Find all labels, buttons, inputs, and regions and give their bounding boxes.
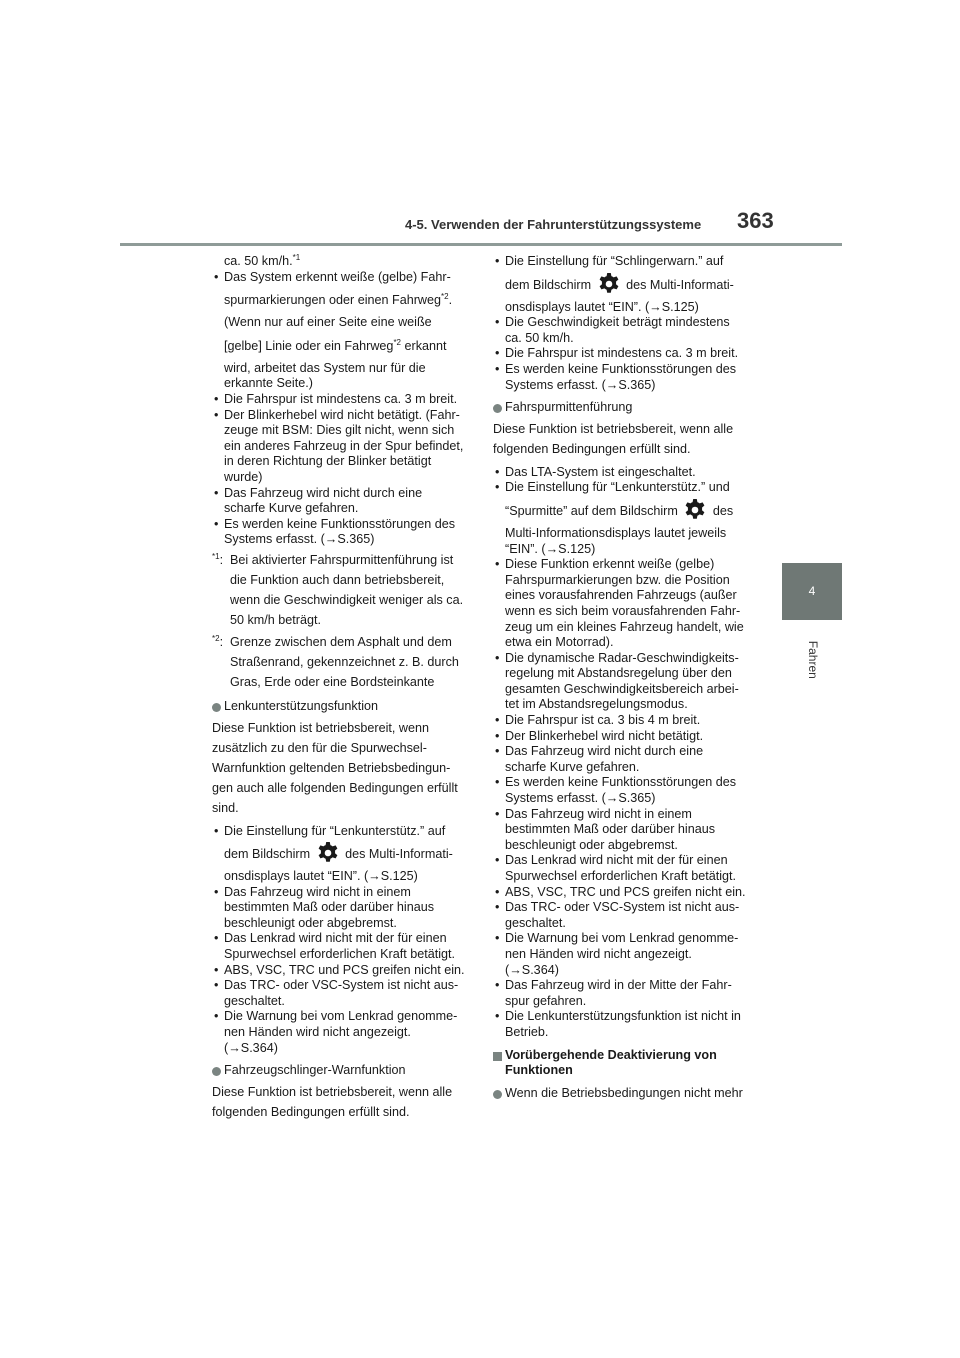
text-line: folgenden Bedingungen erfüllt sind. <box>212 1104 410 1119</box>
list-item: • Die Fahrspur ist ca. 3 bis 4 m breit. <box>493 713 758 729</box>
list-item: • Das TRC- oder VSC-System ist nicht aus- geschaltet. <box>212 978 468 1009</box>
right-column <box>493 254 758 1104</box>
list-item: • Die Lenkunterstützungsfunktion ist nicht in Betrieb. <box>493 1009 758 1040</box>
text-line: gen auch alle folgenden Bedingungen erfüllt <box>212 780 458 795</box>
footnote: $^{*2}$: Grenze zwischen dem Asphalt und dem Straßenrand, gekennzeichnet z. B. durch Gras, Erde oder eine Bordsteinkante <box>212 633 459 689</box>
text-line: ca. 50 km/h.$^{*1}$ <box>224 253 301 268</box>
list-item: • Das TRC- oder VSC-System ist nicht aus- geschaltet. <box>493 900 758 931</box>
list-item: • Die Einstellung für “Lenkunterstütz.” und “Spurmitte” auf dem Bildschirm des Multi-Informationsdisplays lautet jeweils “EIN”. (→S.125) <box>493 480 758 557</box>
list-item: • Es werden keine Funktionsstörungen des Systems erfasst. (→S.365) <box>493 362 758 393</box>
section-title: 4-5. Verwenden der Fahrunterstützungssysteme <box>405 217 702 232</box>
subheading: Wenn die Betriebsbedingungen nicht mehr <box>493 1086 758 1102</box>
list-item: • Das Fahrzeug wird in der Mitte der Fahr- spur gefahren. <box>493 978 758 1009</box>
chapter-title: Fahren <box>805 640 820 679</box>
list-item: • Die Warnung bei vom Lenkrad genomme- nen Händen wird nicht angezeigt. (→S.364) <box>493 931 758 978</box>
header-rule <box>120 243 842 246</box>
list-item: • Das System erkennt weiße (gelbe) Fahr- spurmarkierungen oder einen Fahrweg$^{*2}$. (Wenn nur auf einer Seite eine weiße [gelbe] Linie oder ein Fahrweg$^{*2}$ erkannt wird, arbeitet das System nur für die erkannte Seite.) <box>212 270 468 392</box>
subheading: Lenkunterstützungsfunktion <box>212 699 468 715</box>
page-number: 363 <box>737 208 774 233</box>
list-item: • Das Lenkrad wird nicht mit der für einen Spurwechsel erforderlichen Kraft betätigt. <box>212 931 468 962</box>
list-item: • Es werden keine Funktionsstörungen des Systems erfasst. (→S.365) <box>212 517 468 548</box>
subheading: Fahrzeugschlinger-Warnfunktion <box>212 1063 468 1079</box>
list-item: • Das Fahrzeug wird nicht in einem bestimmten Maß oder darüber hinaus beschleunigt oder abgebremst. <box>212 885 468 932</box>
text-line: Diese Funktion ist betriebsbereit, wenn <box>212 720 430 735</box>
text-line: zusätzlich zu den für die Spurwechsel- <box>212 740 427 755</box>
list-item: • Diese Funktion erkennt weiße (gelbe) Fahrspurmarkierungen bzw. die Position eines vorausfahrenden Fahrzeugs (außer wenn es sich beim vorausfahrenden Fahr- zeug um ein kleines Fahrzeug handelt, wie etwa ein Motorrad). <box>493 557 758 651</box>
footnote: $^{*1}$: Bei aktivierter Fahrspurmittenführung ist die Funktion auch dann betriebsbereit, wenn die Geschwindigkeit weniger als ca. 50 km/h beträgt. <box>212 551 464 627</box>
list-item: • ABS, VSC, TRC und PCS greifen nicht ein. <box>212 963 468 979</box>
list-item: • Die Fahrspur ist mindestens ca. 3 m breit. <box>212 392 468 408</box>
text-line: Diese Funktion ist betriebsbereit, wenn alle <box>493 421 734 436</box>
list-item: • Der Blinkerhebel wird nicht betätigt. <box>493 729 758 745</box>
list-item: • Die Fahrspur ist mindestens ca. 3 m breit. <box>493 346 758 362</box>
list-item: • Die Einstellung für “Lenkunterstütz.” auf dem Bildschirm des Multi-Informati- onsdisplays lautet “EIN”. (→S.125) <box>212 824 468 885</box>
list-item: • Das Fahrzeug wird nicht durch eine scharfe Kurve gefahren. <box>493 744 758 775</box>
list-item: • Das Fahrzeug wird nicht durch eine scharfe Kurve gefahren. <box>212 486 468 517</box>
text-line: Diese Funktion ist betriebsbereit, wenn alle <box>212 1084 453 1099</box>
list-item: • ABS, VSC, TRC und PCS greifen nicht ein. <box>493 885 758 901</box>
list-item: • Das Fahrzeug wird nicht in einem bestimmten Maß oder darüber hinaus beschleunigt oder abgebremst. <box>493 807 758 854</box>
list-item: • Die Einstellung für “Schlingerwarn.” auf dem Bildschirm des Multi-Informati- onsdisplays lautet “EIN”. (→S.125) <box>493 254 758 315</box>
text-line: folgenden Bedingungen erfüllt sind. <box>493 441 691 456</box>
subheading: Fahrspurmittenführung <box>493 400 758 416</box>
list-item: • Die dynamische Radar-Geschwindigkeits- regelung mit Abstandsregelung über den gesamten Geschwindigkeitsbereich arbei- tet im Abstandsregelungsmodus. <box>493 651 758 713</box>
list-item: • Das Lenkrad wird nicht mit der für einen Spurwechsel erforderlichen Kraft betätigt. <box>493 853 758 884</box>
list-item: • Das LTA-System ist eingeschaltet. <box>493 465 758 481</box>
gear-icon <box>597 272 621 296</box>
list-item: • Der Blinkerhebel wird nicht betätigt. (Fahr- zeuge mit BSM: Dies gilt nicht, wenn sich ein anderes Fahrzeug in der Spur befindet, in deren Richtung der Blinker betätigt wurde) <box>212 408 468 486</box>
text-line: Warnfunktion geltenden Betriebsbedingun- <box>212 760 451 775</box>
gear-icon <box>316 841 340 865</box>
section-heading: Vorübergehende Deaktivierung von Funktionen <box>493 1048 758 1079</box>
list-item: • Die Geschwindigkeit beträgt mindestens ca. 50 km/h. <box>493 315 758 346</box>
list-item: • Die Warnung bei vom Lenkrad genomme- nen Händen wird nicht angezeigt. (→S.364) <box>212 1009 468 1056</box>
gear-icon <box>683 498 707 522</box>
chapter-tab[interactable]: 4 <box>782 563 842 620</box>
text-line: sind. <box>212 800 239 815</box>
list-item: • Es werden keine Funktionsstörungen des Systems erfasst. (→S.365) <box>493 775 758 806</box>
left-column <box>212 254 468 1122</box>
